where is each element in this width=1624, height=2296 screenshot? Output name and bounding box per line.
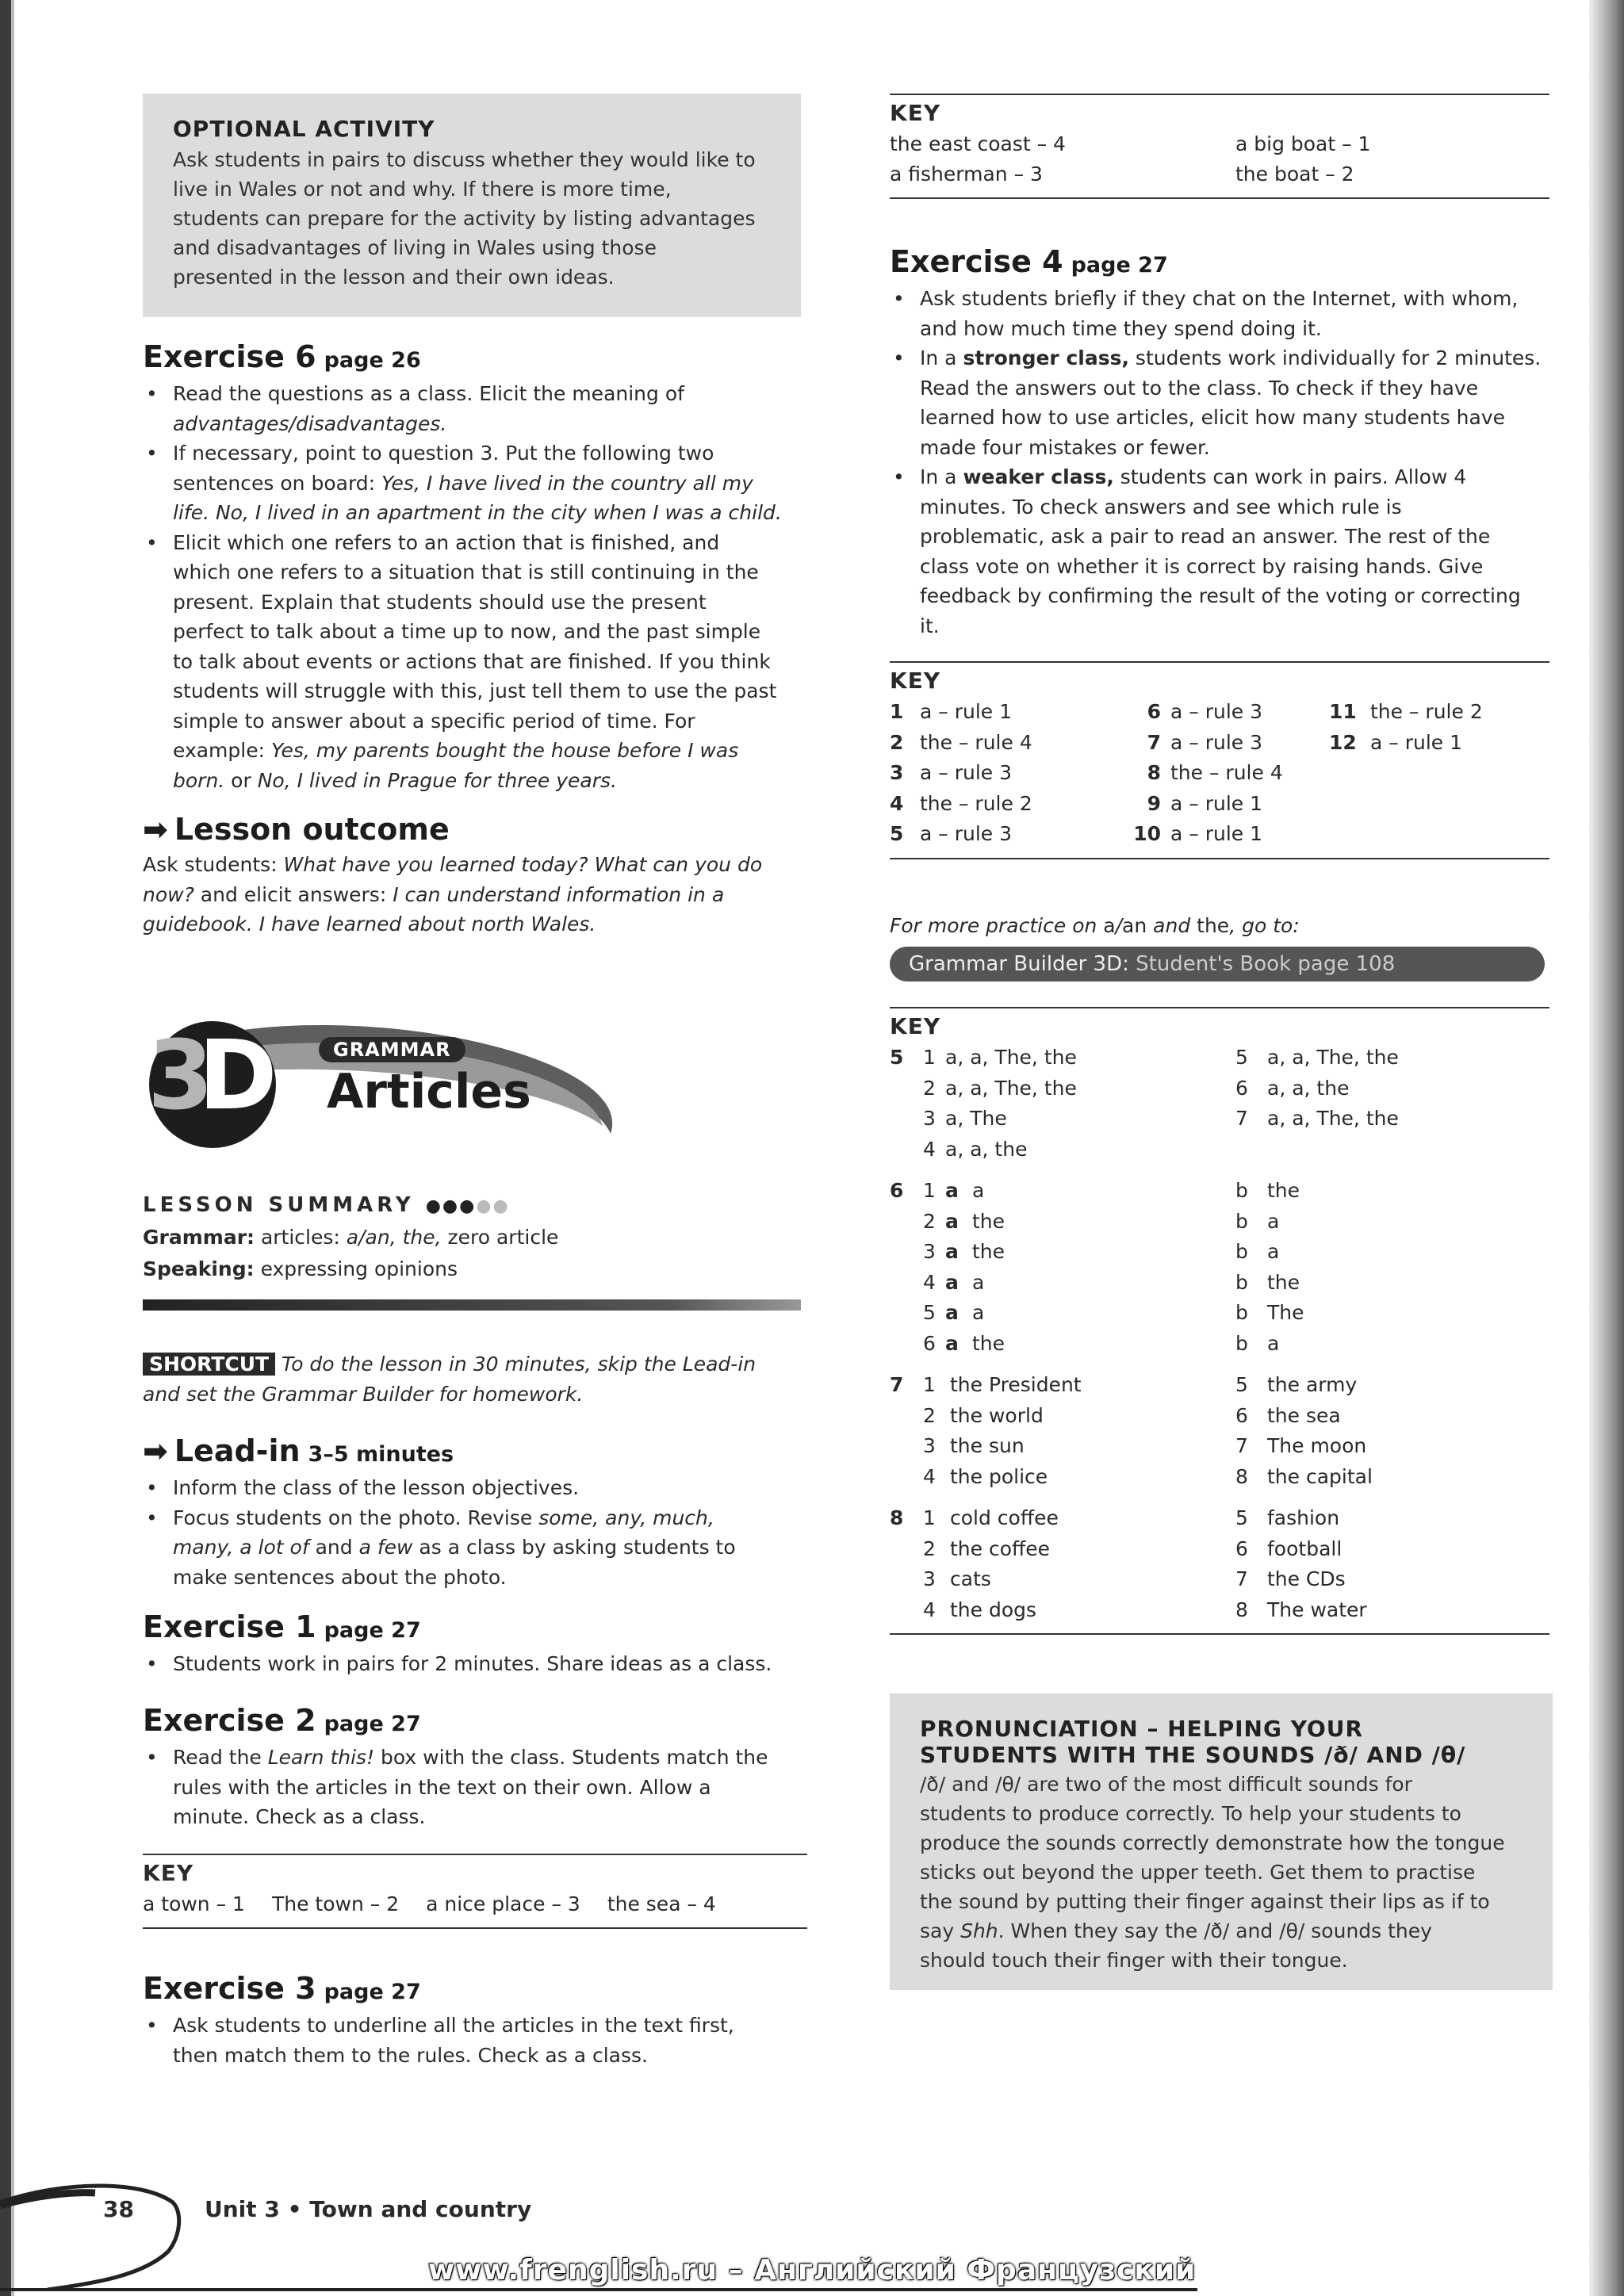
key-item: 2 a, a, The, the bbox=[923, 1076, 1077, 1100]
key-column bbox=[890, 1043, 1235, 1165]
exercise-4-heading: Exercise 4 page 27 bbox=[890, 244, 1168, 279]
key-item: 3 a the bbox=[923, 1240, 1005, 1263]
key-item: 5 the army bbox=[1235, 1373, 1358, 1396]
lead-in-section bbox=[143, 1433, 801, 1592]
footer-swoosh bbox=[0, 2164, 190, 2291]
grammar-builder-link[interactable] bbox=[890, 947, 1545, 982]
key-exercise-4 bbox=[890, 661, 1549, 859]
page-number: 38 bbox=[103, 2196, 134, 2222]
key-item: 2 the – rule 4 bbox=[890, 730, 1032, 754]
key-grammar-builder bbox=[890, 1007, 1549, 1635]
key-column bbox=[1329, 697, 1483, 850]
key-item: 7 The moon bbox=[1235, 1434, 1367, 1457]
exercise-6-section bbox=[143, 339, 801, 795]
key-item: 7 a – rule 3 bbox=[1147, 730, 1263, 754]
key-exercise-3 bbox=[890, 94, 1549, 199]
bullet-item: • In a weaker class, students can work in pairs. Allow 4 minutes. To check answers and see which rule is problematic, ask a pair to read an answer. The rest of the class vote on whether it is correct by raising hands. Give feedback by confirming the result of the voting or correcting it. bbox=[890, 462, 1556, 641]
pronunciation-title: STUDENTS WITH THE SOUNDS /ð/ AND /θ/ bbox=[920, 1742, 1466, 1768]
optional-activity-line: live in Wales or not and why. If there is more time, bbox=[173, 178, 672, 201]
key-item: the sea – 4 bbox=[607, 1892, 716, 1915]
key-item: 9 a – rule 1 bbox=[1147, 791, 1263, 815]
key-item: 6 the sea bbox=[1235, 1403, 1341, 1427]
bullet-item: • Inform the class of the lesson objectives. bbox=[143, 1473, 801, 1503]
exercise-4-section bbox=[890, 244, 1556, 641]
pronunciation-line: /ð/ and /θ/ are two of the most difficult sounds for bbox=[920, 1773, 1412, 1796]
optional-activity-box bbox=[143, 94, 801, 317]
key-item: 8 The water bbox=[1235, 1598, 1367, 1621]
summary-speaking: Speaking: expressing opinions bbox=[143, 1257, 458, 1280]
key-item: a fisherman – 3 bbox=[890, 163, 1043, 186]
key-item: 6 football bbox=[1235, 1536, 1342, 1560]
key-exercise-2 bbox=[143, 1854, 807, 1929]
key-item: b the bbox=[1235, 1270, 1300, 1294]
exercise-1-section bbox=[143, 1609, 801, 1679]
key-item: 6 1 a a bbox=[890, 1179, 985, 1202]
footer-line bbox=[0, 2288, 1197, 2291]
key-item: 2 the world bbox=[923, 1403, 1044, 1427]
key-column bbox=[1235, 1176, 1304, 1359]
lesson-letter: D bbox=[198, 1021, 278, 1131]
bullet-item: • Students work in pairs for 2 minutes. Share ideas as a class. bbox=[143, 1649, 801, 1679]
exercise-1-bullets bbox=[143, 1649, 801, 1679]
key-item: The town – 2 bbox=[271, 1892, 400, 1915]
lesson-summary bbox=[143, 1193, 801, 1311]
key-item: a big boat – 1 bbox=[1235, 132, 1371, 155]
key-item: 1 a – rule 1 bbox=[890, 700, 1013, 723]
pronunciation-line: say Shh. When they say the /ð/ and /θ/ sounds they bbox=[920, 1919, 1432, 1942]
key-column bbox=[890, 129, 1235, 189]
bullet-item: • Focus students on the photo. Revise some, any, much, many, a lot of and a few as a class by asking students to make sentences about the photo. bbox=[143, 1503, 801, 1593]
grammar-builder-page: Student's Book page 108 bbox=[1128, 952, 1396, 976]
key-item: 4 a a bbox=[923, 1270, 985, 1294]
key-group-6 bbox=[890, 1176, 1549, 1359]
lead-in-bullets bbox=[143, 1473, 801, 1592]
arrow-right-icon: ➡ bbox=[143, 812, 168, 847]
grammar-tag: GRAMMAR bbox=[319, 1037, 465, 1062]
key-item: 8 the – rule 4 bbox=[1147, 761, 1283, 784]
practice-note bbox=[890, 908, 1556, 941]
key-columns bbox=[890, 129, 1549, 189]
shortcut-label: SHORTCUT bbox=[143, 1353, 275, 1376]
key-item: 3 a, The bbox=[923, 1107, 1007, 1130]
pronunciation-line: sticks out beyond the upper teeth. Get them to practise bbox=[920, 1861, 1476, 1884]
key-item: 3 cats bbox=[923, 1567, 991, 1590]
key-column bbox=[1235, 129, 1370, 189]
exercise-3-bullets bbox=[143, 2011, 801, 2070]
key-item: b The bbox=[1235, 1301, 1304, 1324]
key-item: 2 the coffee bbox=[923, 1536, 1051, 1560]
key-item: 2 a the bbox=[923, 1209, 1005, 1233]
key-column bbox=[890, 1370, 1235, 1492]
key-item: b a bbox=[1235, 1240, 1280, 1263]
key-item: the east coast – 4 bbox=[890, 132, 1066, 155]
key-item: the boat – 2 bbox=[1235, 163, 1354, 186]
lead-in-heading: ➡ Lead-in 3–5 minutes bbox=[143, 1433, 454, 1468]
bullet-item: • Ask students briefly if they chat on the Internet, with whom, and how much time they spend doing it. bbox=[890, 284, 1556, 343]
key-item: a town – 1 bbox=[143, 1892, 245, 1915]
key-groups bbox=[890, 1043, 1549, 1625]
key-heading: KEY bbox=[890, 1013, 941, 1039]
exercise-2-heading: Exercise 2 page 27 bbox=[143, 1703, 421, 1738]
bullet-item: • If necessary, point to question 3. Put the following two sentences on board: Yes, I have lived in the country all my life. No, I lived in an apartment in the city when I was a child. bbox=[143, 438, 801, 528]
watermark: www.frenglish.ru – Английский Французский bbox=[428, 2254, 1197, 2286]
key-column bbox=[1235, 1043, 1399, 1165]
key-item: 7 1 the President bbox=[890, 1373, 1082, 1396]
key-item: 4 the – rule 2 bbox=[890, 791, 1032, 815]
key-item: 5 a, a, The, the bbox=[1235, 1046, 1399, 1069]
key-item: b a bbox=[1235, 1209, 1280, 1233]
key-column bbox=[1120, 697, 1329, 850]
exercise-2-section bbox=[143, 1703, 801, 1832]
key-column bbox=[890, 1176, 1235, 1359]
bullet-item: • Ask students to underline all the articles in the text first, then match them to the rules. Check as a class. bbox=[143, 2011, 801, 2070]
key-column bbox=[1235, 1503, 1367, 1625]
key-item: 3 the sun bbox=[923, 1434, 1025, 1457]
optional-activity-line: Ask students in pairs to discuss whether they would like to bbox=[173, 148, 756, 171]
key-item: 3 a – rule 3 bbox=[890, 761, 1013, 784]
scan-edge-right bbox=[1589, 0, 1624, 2296]
key-item: b the bbox=[1235, 1179, 1300, 1202]
key-row bbox=[143, 1889, 807, 1919]
exercise-2-bullets bbox=[143, 1743, 801, 1832]
key-column bbox=[890, 1503, 1235, 1625]
key-item: b a bbox=[1235, 1331, 1280, 1355]
optional-activity-line: students can prepare for the activity by listing advantages bbox=[173, 207, 756, 230]
key-item: 12 a – rule 1 bbox=[1329, 730, 1463, 754]
key-column bbox=[890, 697, 1120, 850]
pronunciation-line: should touch their finger with their tongue. bbox=[920, 1949, 1348, 1972]
optional-activity-title: OPTIONAL ACTIVITY bbox=[173, 116, 435, 142]
key-heading: KEY bbox=[890, 668, 941, 694]
practice-text: For more practice on a/an and the, go to: bbox=[890, 914, 1300, 937]
exercise-4-bullets bbox=[890, 284, 1556, 641]
exercise-3-section bbox=[143, 1971, 801, 2070]
lesson-outcome-heading: ➡ Lesson outcome bbox=[143, 812, 450, 847]
key-item: 4 the dogs bbox=[923, 1598, 1037, 1621]
key-columns bbox=[890, 697, 1549, 850]
arrow-right-icon: ➡ bbox=[143, 1433, 168, 1468]
lesson-number: 3 bbox=[147, 1021, 214, 1131]
optional-activity-line: and disadvantages of living in Wales using those bbox=[173, 236, 657, 259]
key-group-7 bbox=[890, 1370, 1549, 1492]
pronunciation-title: PRONUNCIATION – HELPING YOUR bbox=[920, 1716, 1364, 1742]
key-item: 8 the capital bbox=[1235, 1464, 1373, 1488]
key-heading: KEY bbox=[143, 1860, 194, 1886]
exercise-1-heading: Exercise 1 page 27 bbox=[143, 1609, 421, 1644]
key-heading: KEY bbox=[890, 100, 941, 126]
key-column bbox=[1235, 1370, 1373, 1492]
key-item: 8 1 cold coffee bbox=[890, 1506, 1059, 1529]
key-item: 6 a the bbox=[923, 1331, 1005, 1355]
key-item: 4 a, a, the bbox=[923, 1137, 1028, 1161]
grammar-builder-label: Grammar Builder 3D: bbox=[909, 952, 1129, 976]
bullet-item: • Read the questions as a class. Elicit the meaning of advantages/disadvantages. bbox=[143, 379, 801, 438]
bullet-item: • In a stronger class, students work individually for 2 minutes. Read the answers out to the class. To check if they have learned how to use articles, elicit how many students have made four mistakes or fewer. bbox=[890, 343, 1556, 462]
lesson-header bbox=[143, 1015, 619, 1150]
pronunciation-line: the sound by putting their finger against their lips as if to bbox=[920, 1890, 1490, 1913]
key-group-8 bbox=[890, 1503, 1549, 1625]
unit-title: Unit 3 • Town and country bbox=[205, 2196, 532, 2222]
key-item: 4 the police bbox=[923, 1464, 1048, 1488]
lesson-outcome-text: Ask students: What have you learned today? What can you do now? and elicit answers: I can understand information in a guidebook. I have learned about north Wales. bbox=[143, 853, 763, 936]
summary-divider bbox=[143, 1299, 801, 1311]
key-item: 5 a a bbox=[923, 1301, 985, 1324]
key-item: 10 a – rule 1 bbox=[1133, 822, 1263, 845]
key-item: 11 the – rule 2 bbox=[1329, 700, 1483, 723]
key-item: 7 a, a, The, the bbox=[1235, 1107, 1399, 1130]
shortcut-text: SHORTCUT To do the lesson in 30 minutes, skip the Lead-in and set the Grammar Builder for homework. bbox=[143, 1353, 756, 1406]
key-item: 6 a, a, the bbox=[1235, 1076, 1350, 1100]
scan-edge-left-inner bbox=[11, 0, 14, 2296]
summary-grammar: Grammar: articles: a/an, the, zero article bbox=[143, 1226, 559, 1249]
key-item: 6 a – rule 3 bbox=[1147, 700, 1263, 723]
difficulty-dots: ●●●●● bbox=[425, 1196, 510, 1216]
shortcut-section bbox=[143, 1349, 801, 1409]
summary-title-row: LESSON SUMMARY ●●●●● bbox=[143, 1193, 510, 1217]
exercise-6-heading: Exercise 6 page 26 bbox=[143, 339, 421, 374]
bullet-item: • Read the Learn this! box with the class. Students match the rules with the articles in the text on their own. Allow a minute. Check as a class. bbox=[143, 1743, 801, 1832]
optional-activity-line: presented in the lesson and their own ideas. bbox=[173, 266, 615, 289]
key-item: 5 1 a, a, The, the bbox=[890, 1046, 1077, 1069]
exercise-6-bullets bbox=[143, 379, 801, 795]
pronunciation-line: students to produce correctly. To help your students to bbox=[920, 1802, 1461, 1825]
bullet-item: • Elicit which one refers to an action that is finished, and which one refers to a situation that is still continuing in the present. Explain that students should use the present perfect to talk about a time up to now, and the past simple to talk about events or actions that are finished. If you think students will struggle with this, just tell them to use the past simple to answer about a specific period of time. For example: Yes, my parents bought the house before I was born. or No, I lived in Prague for three years. bbox=[143, 528, 801, 796]
pronunciation-box bbox=[890, 1693, 1553, 1990]
key-group-5 bbox=[890, 1043, 1549, 1165]
key-item: 7 the CDs bbox=[1235, 1567, 1346, 1590]
exercise-3-heading: Exercise 3 page 27 bbox=[143, 1971, 421, 2006]
key-item: 5 fashion bbox=[1235, 1506, 1340, 1529]
lesson-title: Articles bbox=[327, 1064, 531, 1119]
key-item: 5 a – rule 3 bbox=[890, 822, 1013, 845]
scan-edge-left bbox=[0, 0, 11, 2296]
lesson-outcome-section bbox=[143, 812, 801, 939]
pronunciation-line: produce the sounds correctly demonstrate how the tongue bbox=[920, 1831, 1505, 1854]
key-item: a nice place – 3 bbox=[426, 1892, 580, 1915]
